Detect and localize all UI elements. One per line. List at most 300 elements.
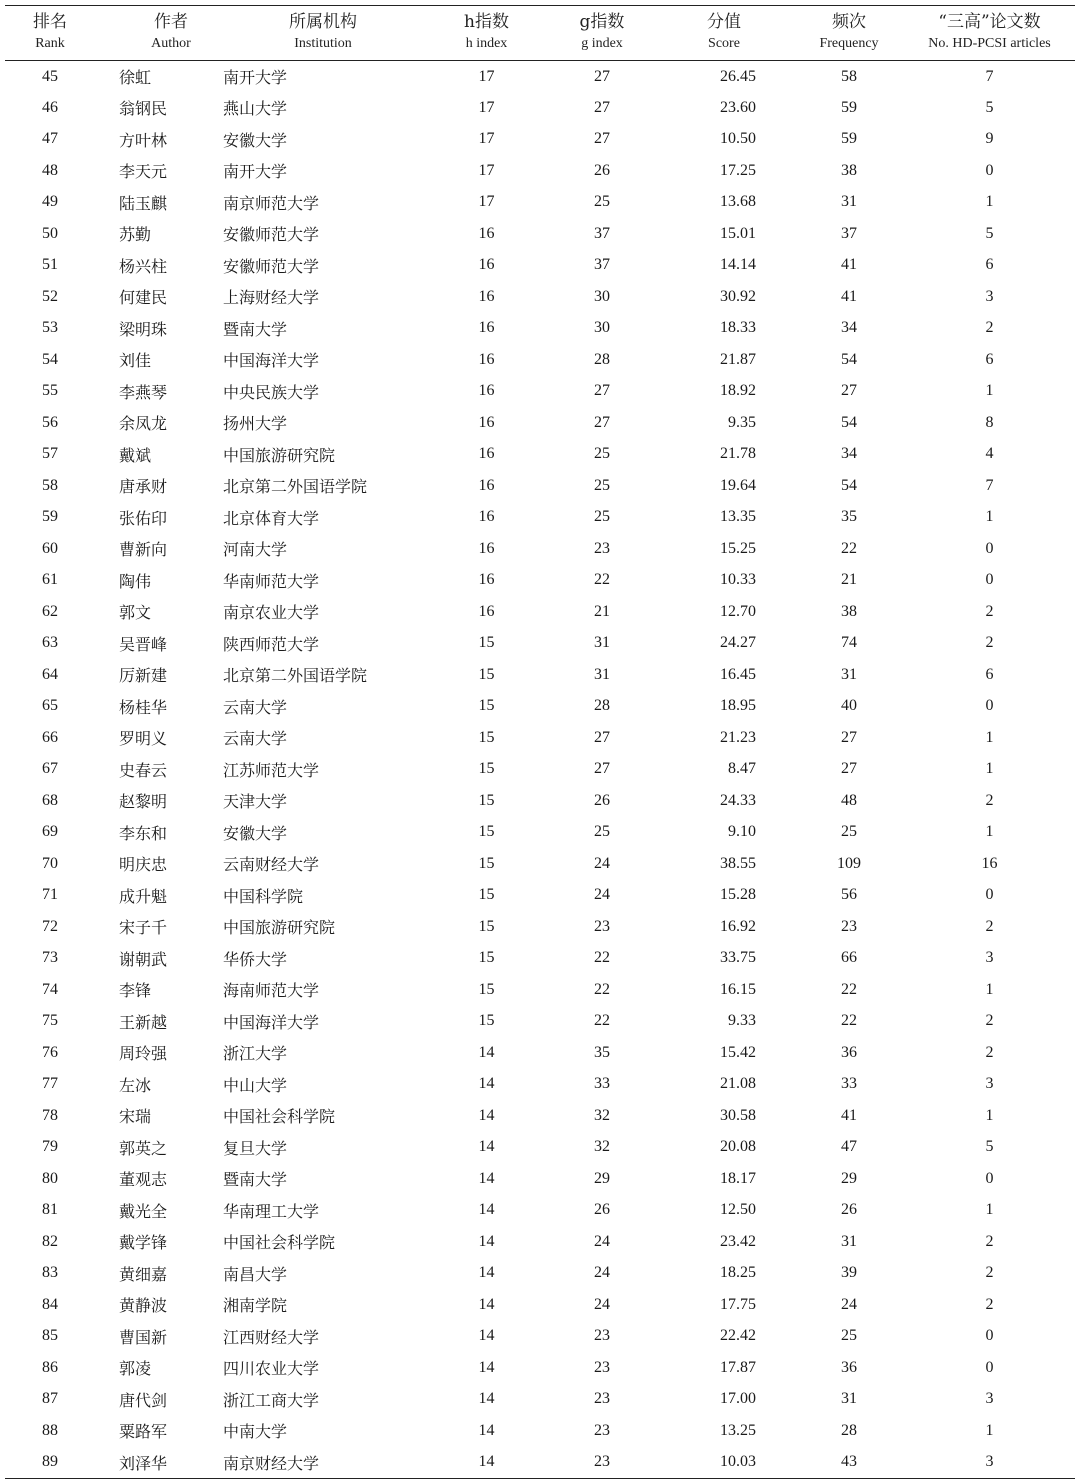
cell-hd-pcsi-articles: 1 xyxy=(985,980,994,998)
cell-score: 38.55 xyxy=(720,854,756,872)
cell-rank: 65 xyxy=(42,697,58,715)
cell-author: 明庆忠 xyxy=(119,855,168,875)
cell-rank: 54 xyxy=(42,350,58,368)
cell-author: 苏勤 xyxy=(119,225,152,245)
cell-score: 18.33 xyxy=(720,319,756,337)
cell-institution: 中国旅游研究院 xyxy=(223,445,336,465)
cell-hd-pcsi-articles: 1 xyxy=(985,760,994,778)
cell-author: 梁明珠 xyxy=(119,319,168,339)
cell-frequency: 41 xyxy=(841,256,857,274)
table-row xyxy=(5,155,1075,187)
cell-hd-pcsi-articles: 1 xyxy=(985,1421,994,1439)
cell-score: 15.42 xyxy=(720,1043,756,1061)
cell-g-index: 28 xyxy=(594,350,610,368)
author-ranking-table xyxy=(5,5,1075,1479)
cell-institution: 暨南大学 xyxy=(223,1170,288,1190)
cell-h-index: 14 xyxy=(478,1421,495,1439)
table-row xyxy=(5,596,1075,628)
cell-h-index: 16 xyxy=(478,539,495,557)
cell-author: 徐虹 xyxy=(119,68,152,87)
cell-g-index: 22 xyxy=(594,1012,610,1030)
cell-author: 戴斌 xyxy=(119,445,152,465)
cell-g-index: 24 xyxy=(594,1232,610,1250)
cell-h-index: 17 xyxy=(478,130,495,148)
cell-g-index: 27 xyxy=(594,67,610,85)
cell-institution: 安徽师范大学 xyxy=(223,225,320,245)
header-row xyxy=(5,6,1075,61)
cell-h-index: 14 xyxy=(478,1169,495,1187)
cell-author: 周玲强 xyxy=(119,1044,168,1064)
cell-g-index: 25 xyxy=(594,193,610,211)
cell-score: 15.28 xyxy=(720,886,756,904)
cell-hd-pcsi-articles: 0 xyxy=(985,886,994,904)
cell-rank: 77 xyxy=(42,1075,58,1093)
cell-institution: 安徽师范大学 xyxy=(223,256,320,276)
cell-institution: 湘南学院 xyxy=(223,1296,288,1316)
cell-institution: 燕山大学 xyxy=(223,99,288,119)
cell-rank: 83 xyxy=(42,1264,58,1282)
cell-g-index: 30 xyxy=(594,287,610,305)
cell-hd-pcsi-articles: 5 xyxy=(985,98,994,116)
cell-rank: 73 xyxy=(42,949,58,967)
cell-h-index: 14 xyxy=(478,1453,495,1470)
cell-score: 13.68 xyxy=(720,193,756,211)
table-row xyxy=(5,124,1075,156)
cell-h-index: 17 xyxy=(478,98,495,116)
header-score xyxy=(654,6,794,61)
cell-author: 成升魁 xyxy=(119,886,168,906)
cell-h-index: 17 xyxy=(478,161,495,179)
cell-rank: 89 xyxy=(42,1453,58,1470)
header-g-index-en: g index xyxy=(581,36,623,51)
cell-rank: 46 xyxy=(42,98,58,116)
cell-h-index: 14 xyxy=(478,1295,495,1313)
cell-h-index: 14 xyxy=(478,1043,495,1061)
cell-frequency: 59 xyxy=(841,98,857,116)
cell-frequency: 22 xyxy=(841,1012,857,1030)
cell-hd-pcsi-articles: 3 xyxy=(985,1453,994,1470)
cell-rank: 87 xyxy=(42,1390,58,1408)
cell-score: 16.45 xyxy=(720,665,756,683)
table-row xyxy=(5,61,1075,93)
cell-g-index: 25 xyxy=(594,508,610,526)
cell-g-index: 24 xyxy=(594,1264,610,1282)
table-row xyxy=(5,1006,1075,1038)
table-row xyxy=(5,565,1075,597)
table-row xyxy=(5,911,1075,943)
cell-frequency: 34 xyxy=(841,319,857,337)
cell-h-index: 15 xyxy=(478,854,495,872)
table-row xyxy=(5,880,1075,912)
table-row xyxy=(5,1100,1075,1132)
cell-score: 10.50 xyxy=(720,130,756,148)
cell-score: 18.92 xyxy=(720,382,756,400)
cell-rank: 48 xyxy=(42,161,58,179)
table-row xyxy=(5,691,1075,723)
cell-h-index: 16 xyxy=(478,445,495,463)
header-frequency-zh: 频次 xyxy=(832,12,866,32)
cell-institution: 暨南大学 xyxy=(223,319,288,339)
cell-rank: 47 xyxy=(42,130,58,148)
cell-rank: 79 xyxy=(42,1138,58,1156)
cell-institution: 北京第二外国语学院 xyxy=(223,666,368,686)
cell-institution: 华南理工大学 xyxy=(223,1201,320,1221)
cell-rank: 85 xyxy=(42,1327,58,1345)
cell-score: 33.75 xyxy=(720,949,756,967)
cell-rank: 57 xyxy=(42,445,58,463)
cell-frequency: 56 xyxy=(841,886,857,904)
cell-institution: 安徽大学 xyxy=(223,823,288,843)
cell-g-index: 35 xyxy=(594,1043,610,1061)
cell-g-index: 27 xyxy=(594,728,610,746)
cell-frequency: 23 xyxy=(841,917,857,935)
table-row xyxy=(5,1321,1075,1353)
cell-institution: 海南师范大学 xyxy=(223,981,320,1001)
cell-rank: 56 xyxy=(42,413,58,431)
cell-author: 赵黎明 xyxy=(119,792,168,812)
cell-institution: 南开大学 xyxy=(223,162,288,182)
cell-rank: 68 xyxy=(42,791,58,809)
cell-frequency: 109 xyxy=(837,854,861,872)
header-g-index-zh: g指数 xyxy=(579,12,625,32)
cell-h-index: 15 xyxy=(478,917,495,935)
cell-hd-pcsi-articles: 0 xyxy=(985,571,994,589)
cell-score: 8.47 xyxy=(728,760,756,778)
cell-frequency: 40 xyxy=(841,697,857,715)
table-row xyxy=(5,1195,1075,1227)
cell-frequency: 58 xyxy=(841,67,857,85)
cell-h-index: 16 xyxy=(478,256,495,274)
header-rank-zh: 排名 xyxy=(33,12,67,32)
cell-frequency: 74 xyxy=(841,634,857,652)
table-row xyxy=(5,659,1075,691)
header-frequency xyxy=(794,6,904,61)
header-frequency-en: Frequency xyxy=(819,36,879,51)
cell-author: 何建民 xyxy=(119,288,168,308)
cell-rank: 62 xyxy=(42,602,58,620)
cell-score: 9.35 xyxy=(728,413,756,431)
cell-institution: 中山大学 xyxy=(223,1075,288,1095)
cell-author: 左冰 xyxy=(119,1075,152,1095)
cell-g-index: 30 xyxy=(594,319,610,337)
cell-g-index: 24 xyxy=(594,854,610,872)
cell-score: 16.15 xyxy=(720,980,756,998)
cell-hd-pcsi-articles: 1 xyxy=(985,728,994,746)
cell-institution: 中南大学 xyxy=(223,1422,288,1442)
table-row xyxy=(5,1289,1075,1321)
cell-hd-pcsi-articles: 6 xyxy=(985,350,994,368)
cell-h-index: 14 xyxy=(478,1075,495,1093)
cell-rank: 51 xyxy=(42,256,58,274)
table-row xyxy=(5,407,1075,439)
cell-institution: 扬州大学 xyxy=(223,414,288,434)
cell-frequency: 25 xyxy=(841,823,857,841)
table-row xyxy=(5,943,1075,975)
cell-frequency: 31 xyxy=(841,1232,857,1250)
cell-frequency: 31 xyxy=(841,193,857,211)
cell-g-index: 24 xyxy=(594,1295,610,1313)
cell-score: 13.25 xyxy=(720,1421,756,1439)
cell-author: 唐代剑 xyxy=(119,1390,168,1410)
cell-g-index: 31 xyxy=(594,634,610,652)
cell-rank: 53 xyxy=(42,319,58,337)
cell-institution: 南京师范大学 xyxy=(223,193,320,213)
table-row xyxy=(5,281,1075,313)
cell-g-index: 37 xyxy=(594,224,610,242)
cell-author: 李燕琴 xyxy=(119,382,168,402)
cell-h-index: 17 xyxy=(478,193,495,211)
cell-g-index: 23 xyxy=(594,1453,610,1470)
cell-frequency: 41 xyxy=(841,1106,857,1124)
cell-h-index: 14 xyxy=(478,1201,495,1219)
table-row xyxy=(5,722,1075,754)
cell-score: 14.14 xyxy=(720,256,756,274)
cell-rank: 74 xyxy=(42,980,58,998)
cell-g-index: 25 xyxy=(594,476,610,494)
cell-h-index: 16 xyxy=(478,382,495,400)
cell-score: 30.92 xyxy=(720,287,756,305)
table-row xyxy=(5,344,1075,376)
cell-frequency: 21 xyxy=(841,571,857,589)
header-institution-en: Institution xyxy=(294,36,352,51)
cell-frequency: 37 xyxy=(841,224,857,242)
cell-frequency: 24 xyxy=(841,1295,857,1313)
cell-author: 宋瑞 xyxy=(119,1107,152,1127)
cell-g-index: 22 xyxy=(594,980,610,998)
header-g-index xyxy=(550,6,654,61)
cell-score: 21.78 xyxy=(720,445,756,463)
table-row xyxy=(5,1415,1075,1447)
cell-g-index: 32 xyxy=(594,1106,610,1124)
cell-rank: 84 xyxy=(42,1295,58,1313)
cell-rank: 80 xyxy=(42,1169,58,1187)
cell-g-index: 23 xyxy=(594,1358,610,1376)
cell-institution: 河南大学 xyxy=(223,540,288,560)
cell-author: 董观志 xyxy=(119,1170,168,1190)
cell-score: 17.00 xyxy=(720,1390,756,1408)
table-row xyxy=(5,785,1075,817)
cell-author: 郭文 xyxy=(119,603,152,623)
table-row xyxy=(5,376,1075,408)
cell-g-index: 27 xyxy=(594,130,610,148)
cell-institution: 陕西师范大学 xyxy=(223,634,320,654)
table-row xyxy=(5,439,1075,471)
cell-g-index: 23 xyxy=(594,1327,610,1345)
cell-score: 9.10 xyxy=(728,823,756,841)
cell-author: 余凤龙 xyxy=(119,414,168,434)
cell-rank: 86 xyxy=(42,1358,58,1376)
cell-hd-pcsi-articles: 0 xyxy=(985,539,994,557)
cell-institution: 中国社会科学院 xyxy=(223,1233,336,1253)
cell-score: 23.60 xyxy=(720,98,756,116)
cell-institution: 华南师范大学 xyxy=(223,571,320,591)
cell-h-index: 15 xyxy=(478,665,495,683)
cell-h-index: 14 xyxy=(478,1232,495,1250)
cell-score: 18.17 xyxy=(720,1169,756,1187)
cell-hd-pcsi-articles: 6 xyxy=(985,256,994,274)
cell-rank: 75 xyxy=(42,1012,58,1030)
cell-frequency: 43 xyxy=(841,1453,857,1470)
cell-institution: 云南财经大学 xyxy=(223,855,320,875)
cell-author: 李东和 xyxy=(119,823,168,843)
cell-author: 黄细嘉 xyxy=(119,1264,168,1284)
cell-institution: 天津大学 xyxy=(223,792,288,812)
cell-hd-pcsi-articles: 4 xyxy=(985,445,994,463)
cell-h-index: 16 xyxy=(478,224,495,242)
cell-h-index: 15 xyxy=(478,949,495,967)
cell-hd-pcsi-articles: 1 xyxy=(985,1106,994,1124)
cell-hd-pcsi-articles: 2 xyxy=(985,1043,994,1061)
cell-g-index: 27 xyxy=(594,98,610,116)
cell-score: 9.33 xyxy=(728,1012,756,1030)
cell-hd-pcsi-articles: 0 xyxy=(985,697,994,715)
cell-g-index: 25 xyxy=(594,823,610,841)
cell-institution: 中国社会科学院 xyxy=(223,1107,336,1127)
cell-hd-pcsi-articles: 1 xyxy=(985,508,994,526)
cell-frequency: 36 xyxy=(841,1358,857,1376)
table-row xyxy=(5,1163,1075,1195)
cell-hd-pcsi-articles: 2 xyxy=(985,634,994,652)
cell-score: 13.35 xyxy=(720,508,756,526)
cell-author: 黄静波 xyxy=(119,1296,168,1316)
cell-rank: 49 xyxy=(42,193,58,211)
cell-hd-pcsi-articles: 1 xyxy=(985,1201,994,1219)
table-header xyxy=(5,6,1075,61)
cell-author: 王新越 xyxy=(119,1012,168,1032)
cell-hd-pcsi-articles: 5 xyxy=(985,224,994,242)
cell-g-index: 26 xyxy=(594,161,610,179)
table-row xyxy=(5,187,1075,219)
cell-frequency: 54 xyxy=(841,476,857,494)
cell-h-index: 15 xyxy=(478,728,495,746)
cell-hd-pcsi-articles: 8 xyxy=(985,413,994,431)
cell-rank: 81 xyxy=(42,1201,58,1219)
cell-h-index: 15 xyxy=(478,760,495,778)
cell-frequency: 29 xyxy=(841,1169,857,1187)
table-row xyxy=(5,1037,1075,1069)
table-row xyxy=(5,1258,1075,1290)
cell-hd-pcsi-articles: 16 xyxy=(981,854,998,872)
cell-g-index: 37 xyxy=(594,256,610,274)
cell-h-index: 16 xyxy=(478,508,495,526)
cell-institution: 云南大学 xyxy=(223,729,288,749)
cell-g-index: 23 xyxy=(594,539,610,557)
cell-h-index: 14 xyxy=(478,1327,495,1345)
cell-frequency: 22 xyxy=(841,539,857,557)
cell-g-index: 29 xyxy=(594,1169,610,1187)
cell-rank: 52 xyxy=(42,287,58,305)
cell-score: 10.33 xyxy=(720,571,756,589)
cell-rank: 71 xyxy=(42,886,58,904)
cell-frequency: 59 xyxy=(841,130,857,148)
cell-hd-pcsi-articles: 2 xyxy=(985,1264,994,1282)
cell-author: 李锋 xyxy=(119,981,152,1001)
cell-author: 张佑印 xyxy=(119,508,168,528)
cell-author: 吴晋峰 xyxy=(119,634,168,654)
cell-author: 李天元 xyxy=(119,162,168,182)
cell-frequency: 22 xyxy=(841,980,857,998)
cell-score: 21.23 xyxy=(720,728,756,746)
cell-hd-pcsi-articles: 3 xyxy=(985,1075,994,1093)
table-row xyxy=(5,92,1075,124)
cell-frequency: 54 xyxy=(841,350,857,368)
cell-institution: 南京财经大学 xyxy=(223,1453,320,1473)
table-row xyxy=(5,470,1075,502)
cell-hd-pcsi-articles: 7 xyxy=(985,476,994,494)
cell-frequency: 26 xyxy=(841,1201,857,1219)
cell-score: 18.25 xyxy=(720,1264,756,1282)
cell-institution: 浙江大学 xyxy=(223,1044,288,1064)
cell-institution: 上海财经大学 xyxy=(223,288,320,308)
cell-h-index: 17 xyxy=(478,67,495,85)
cell-institution: 复旦大学 xyxy=(223,1138,288,1158)
cell-author: 刘泽华 xyxy=(119,1453,168,1473)
cell-institution: 江苏师范大学 xyxy=(223,760,320,780)
cell-h-index: 16 xyxy=(478,476,495,494)
cell-frequency: 28 xyxy=(841,1421,857,1439)
cell-g-index: 27 xyxy=(594,382,610,400)
cell-score: 30.58 xyxy=(720,1106,756,1124)
cell-g-index: 26 xyxy=(594,791,610,809)
cell-frequency: 36 xyxy=(841,1043,857,1061)
table-row xyxy=(5,250,1075,282)
cell-hd-pcsi-articles: 2 xyxy=(985,917,994,935)
cell-frequency: 38 xyxy=(841,161,857,179)
cell-rank: 55 xyxy=(42,382,58,400)
cell-g-index: 25 xyxy=(594,445,610,463)
cell-h-index: 15 xyxy=(478,1012,495,1030)
cell-rank: 88 xyxy=(42,1421,58,1439)
cell-hd-pcsi-articles: 0 xyxy=(985,1327,994,1345)
cell-g-index: 33 xyxy=(594,1075,610,1093)
cell-score: 17.25 xyxy=(720,161,756,179)
cell-g-index: 23 xyxy=(594,917,610,935)
header-score-zh: 分值 xyxy=(707,12,741,32)
cell-g-index: 22 xyxy=(594,949,610,967)
cell-hd-pcsi-articles: 1 xyxy=(985,193,994,211)
cell-rank: 59 xyxy=(42,508,58,526)
table-row xyxy=(5,1384,1075,1416)
cell-author: 唐承财 xyxy=(119,477,168,497)
cell-score: 17.87 xyxy=(720,1358,756,1376)
cell-author: 郭凌 xyxy=(119,1359,152,1379)
cell-hd-pcsi-articles: 1 xyxy=(985,823,994,841)
cell-hd-pcsi-articles: 2 xyxy=(985,319,994,337)
cell-author: 郭英之 xyxy=(119,1138,168,1158)
cell-score: 15.01 xyxy=(720,224,756,242)
header-hd-pcsi-zh: “三高”论文数 xyxy=(938,12,1041,32)
cell-author: 罗明义 xyxy=(119,729,168,749)
cell-rank: 45 xyxy=(42,67,58,85)
cell-h-index: 15 xyxy=(478,823,495,841)
header-author-en: Author xyxy=(151,36,191,51)
cell-author: 陶伟 xyxy=(119,571,152,591)
cell-g-index: 27 xyxy=(594,413,610,431)
cell-frequency: 39 xyxy=(841,1264,857,1282)
table-row xyxy=(5,974,1075,1006)
cell-frequency: 31 xyxy=(841,1390,857,1408)
cell-frequency: 31 xyxy=(841,665,857,683)
cell-hd-pcsi-articles: 2 xyxy=(985,1232,994,1250)
cell-score: 22.42 xyxy=(720,1327,756,1345)
cell-h-index: 16 xyxy=(478,319,495,337)
cell-h-index: 15 xyxy=(478,886,495,904)
table-row xyxy=(5,1132,1075,1164)
cell-h-index: 15 xyxy=(478,980,495,998)
cell-g-index: 31 xyxy=(594,665,610,683)
cell-h-index: 15 xyxy=(478,791,495,809)
cell-hd-pcsi-articles: 0 xyxy=(985,1169,994,1187)
